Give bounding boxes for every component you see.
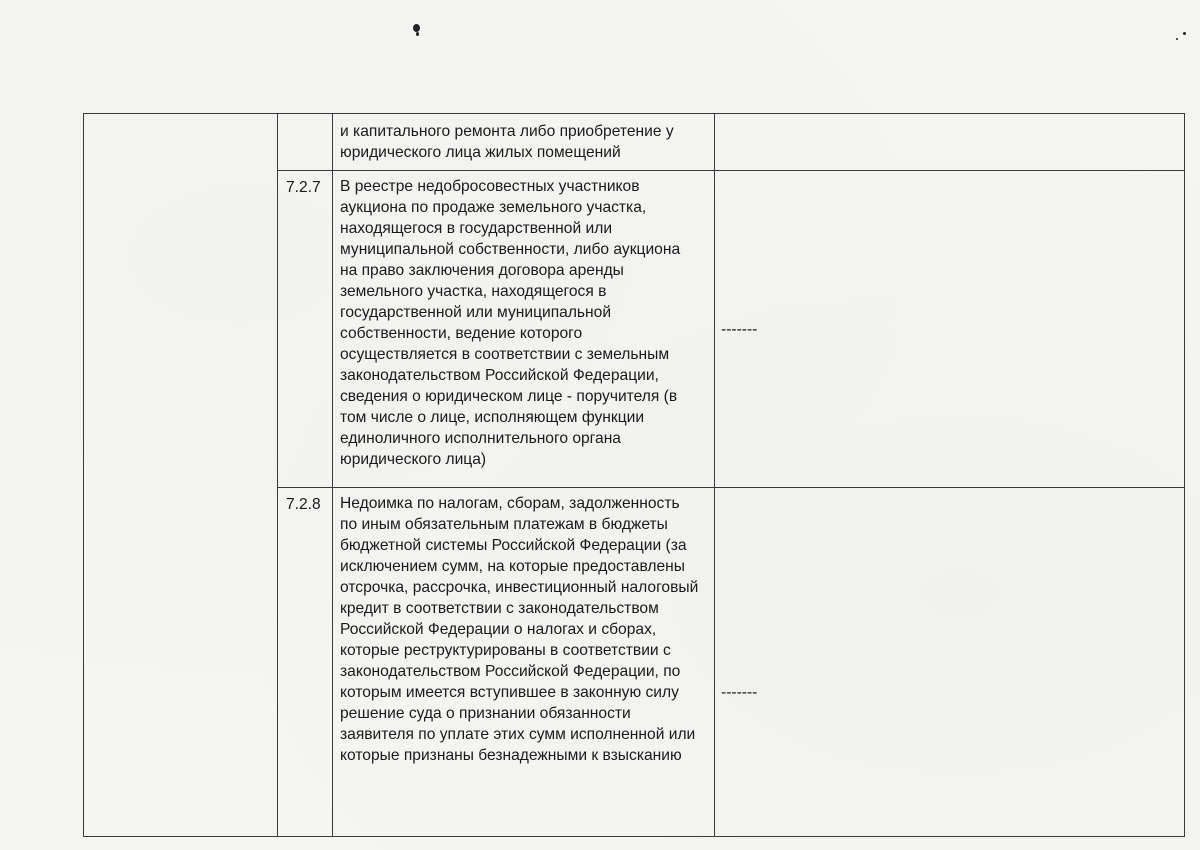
text-line: В реестре недобросовестных участников xyxy=(340,178,640,195)
text-line: муниципальной собственности, либо аукциона xyxy=(340,241,681,258)
item-text-cell xyxy=(333,114,715,171)
text-line: которые признаны безнадежными к взысканию xyxy=(340,747,682,764)
text-line: которые реструктурированы в соответствии с xyxy=(340,642,671,659)
scan-speck xyxy=(1183,32,1186,35)
text-line: аукциона по продаже земельного участка, xyxy=(340,199,647,216)
text-line: осуществляется в соответствии с земельным xyxy=(340,346,670,363)
item-value-cell: ------- xyxy=(715,171,1185,488)
text-line: исключением сумм, на которые предоставлены xyxy=(340,558,685,575)
text-line: собственности, ведение которого xyxy=(340,325,583,342)
text-line: бюджетной системы Российской Федерации (за xyxy=(340,537,687,554)
text-line: законодательством Российской Федерации, xyxy=(340,367,659,384)
table-row xyxy=(84,114,1185,171)
text-line: отсрочка, рассрочка, инвестиционный налоговый xyxy=(340,579,699,596)
item-value-cell: ------- xyxy=(715,488,1185,837)
scan-speck xyxy=(1176,38,1178,40)
text-line: решение суда о признании обязанности xyxy=(340,705,631,722)
scan-speck xyxy=(416,32,419,36)
text-line: заявителя по уплате этих сумм исполненной или xyxy=(340,726,696,743)
item-text-cell xyxy=(333,488,715,837)
item-number-cell xyxy=(278,114,333,171)
text-line: юридического лица жилых помещений xyxy=(340,144,621,161)
text-line: кредит в соответствии с законодательством xyxy=(340,600,659,617)
item-number-cell: 7.2.7 xyxy=(278,171,333,488)
text-line: единоличного исполнительного органа xyxy=(340,430,621,447)
text-line: государственной или муниципальной xyxy=(340,304,612,321)
text-line: Российской Федерации о налогах и сборах, xyxy=(340,621,657,638)
group-cell xyxy=(84,114,278,837)
text-line: земельного участка, находящегося в xyxy=(340,283,607,300)
text-line: на право заключения договора аренды xyxy=(340,262,624,279)
text-line: сведения о юридическом лице - поручителя (в xyxy=(340,388,678,405)
text-line: том числе о лице, исполняющем функции xyxy=(340,409,645,426)
text-line: по иным обязательным платежам в бюджеты xyxy=(340,516,668,533)
text-line: законодательством Российской Федерации, по xyxy=(340,663,681,680)
scan-speck xyxy=(413,24,420,32)
text-line: юридического лица) xyxy=(340,451,487,468)
requirements-table xyxy=(83,113,1185,837)
text-line: Недоимка по налогам, сборам, задолженность xyxy=(340,495,680,512)
text-line: и капитального ремонта либо приобретение у xyxy=(340,123,674,140)
item-value-cell xyxy=(715,114,1185,171)
text-line: находящегося в государственной или xyxy=(340,220,613,237)
item-text-cell xyxy=(333,171,715,488)
text-line: которым имеется вступившее в законную силу xyxy=(340,684,679,701)
item-number-cell: 7.2.8 xyxy=(278,488,333,837)
